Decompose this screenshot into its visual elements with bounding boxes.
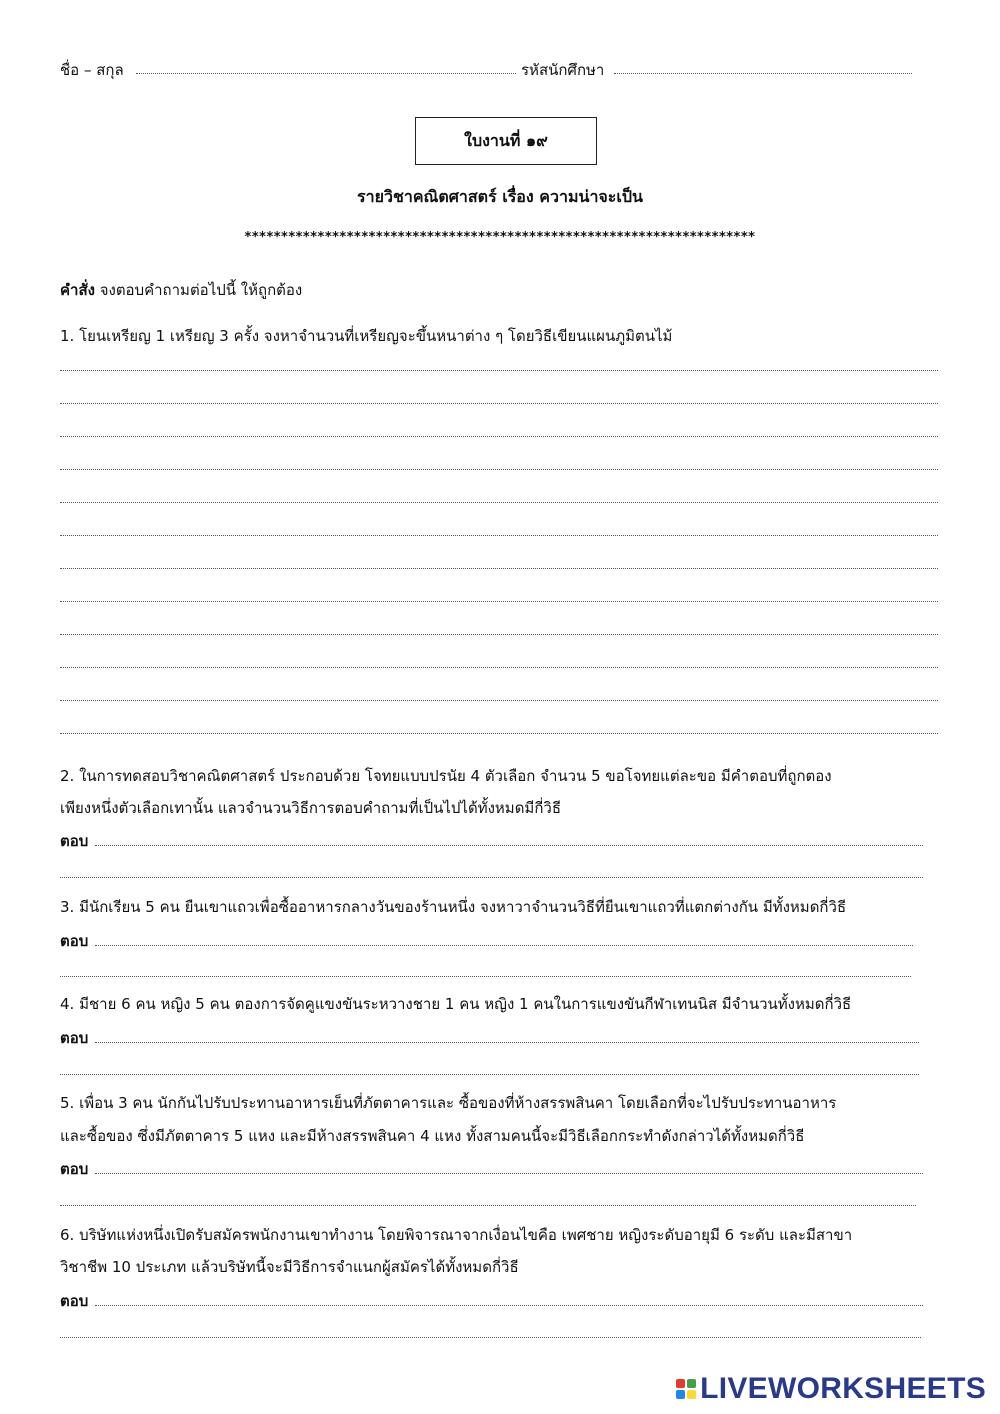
student-id-fill-line[interactable] <box>614 73 912 74</box>
answer-line[interactable] <box>60 1337 921 1338</box>
answer-line[interactable] <box>60 634 938 635</box>
question-1-text: 1. โยนเหรียญ 1 เหรียญ 3 ครั้ง จงหาจำนวนที่เหรียญจะขึ้นหนาต่าง ๆ โดยวิธีเขียนแผนภูมิตนไม้ <box>60 327 673 345</box>
question-2-text-line-1: 2. ในการทดสอบวิชาคณิตศาสตร์ ประกอบด้วย โจทยแบบปรนัย 4 ตัวเลือก จำนวน 5 ขอโจทยแต่ละขอ มีคำตอบที่ถูกตอง <box>60 767 832 785</box>
answer-line[interactable] <box>60 667 938 668</box>
answer-line[interactable] <box>60 403 938 404</box>
question-6-text-line-2: วิชาชีพ 10 ประเภท แล้วบริษัทนี้จะมีวิธีการจำแนกผู้สมัครได้ทั้งหมดกี่วิธี <box>60 1258 519 1276</box>
worksheet-title: ใบงานที่ ๑๙ <box>464 130 548 150</box>
answer-line[interactable] <box>60 568 938 569</box>
instruction-text: จงตอบคำถามต่อไปนี้ ให้ถูกต้อง <box>94 281 303 299</box>
answer-line[interactable] <box>60 700 938 701</box>
liveworksheets-mark-icon <box>676 1379 696 1399</box>
liveworksheets-wordmark: LIVEWORKSHEETS <box>700 1372 986 1405</box>
answer-line[interactable] <box>60 370 938 371</box>
answer-line[interactable] <box>60 733 938 734</box>
answer-line[interactable] <box>60 601 938 602</box>
answer-label: ตอบ <box>60 1292 89 1310</box>
question-5-text-line-1: 5. เพื่อน 3 คน นักกันไปรับประทานอาหารเย็นที่ภัตตาคารและ ซื้อของที่ห้างสรรพสินคา โดยเลือกที่จะไปรับประทานอาหาร <box>60 1094 837 1112</box>
question-2-text-line-2: เพียงหนึ่งตัวเลือกเทานั้น แลวจำนวนวิธีการตอบคำถามที่เป็นไปได้ทั้งหมดมีกี่วิธี <box>60 799 561 817</box>
answer-line[interactable] <box>60 502 938 503</box>
star-divider: ********************************************************************** <box>244 230 756 245</box>
answer-line[interactable] <box>95 945 913 946</box>
answer-line[interactable] <box>95 845 923 846</box>
answer-line[interactable] <box>60 535 938 536</box>
answer-label: ตอบ <box>60 1029 89 1047</box>
answer-line[interactable] <box>60 877 923 878</box>
instruction-label: คำสั่ง <box>60 281 95 299</box>
answer-line[interactable] <box>60 436 938 437</box>
answer-line[interactable] <box>95 1305 923 1306</box>
answer-line[interactable] <box>95 1042 919 1043</box>
instruction <box>60 278 302 302</box>
answer-line[interactable] <box>60 976 911 977</box>
answer-label: ตอบ <box>60 1160 89 1178</box>
answer-line[interactable] <box>60 1074 919 1075</box>
question-3-text: 3. มีนักเรียน 5 คน ยืนเขาแถวเพื่อซื้ออาหารกลางวันของร้านหนึ่ง จงหาวาจำนวนวิธีที่ยืนเขาแถวที่แตกต่างกัน มีทั้งหมดกี่วิธี <box>60 898 847 916</box>
answer-line[interactable] <box>60 469 938 470</box>
worksheet-title-box <box>415 117 597 165</box>
question-4-text: 4. มีชาย 6 คน หญิง 5 คน ตองการจัดคูแขงขันระหวางชาย 1 คน หญิง 1 คนในการแขงขันกีฬาเทนนิส มีจำนวนทั้งหมดกี่วิธี <box>60 995 852 1013</box>
answer-line[interactable] <box>95 1173 923 1174</box>
question-6-text-line-1: 6. บริษัทแห่งหนึ่งเปิดรับสมัครพนักงานเขาทำงาน โดยพิจารณาจากเงื่อนไขคือ เพศชาย หญิงระดับอายุมี 6 ระดับ และมีสาขา <box>60 1226 853 1244</box>
answer-line[interactable] <box>60 1205 916 1206</box>
liveworksheets-logo <box>676 1372 986 1406</box>
answer-label: ตอบ <box>60 832 89 850</box>
answer-label: ตอบ <box>60 932 89 950</box>
worksheet-subtitle: รายวิชาคณิตศาสตร์ เรื่อง ความน่าจะเป็น <box>357 187 643 206</box>
name-label: ชื่อ – สกุล <box>60 61 124 79</box>
student-id-label: รหัสนักศึกษา <box>521 61 605 79</box>
name-fill-line[interactable] <box>136 73 516 74</box>
question-5-text-line-2: และซื้อของ ซึ่งมีภัตตาคาร 5 แหง และมีห้างสรรพสินคา 4 แหง ทั้งสามคนนี้จะมีวิธีเลือกกระทำดังกล่าวได้ทั้งหมดกี่วิธี <box>60 1127 805 1145</box>
